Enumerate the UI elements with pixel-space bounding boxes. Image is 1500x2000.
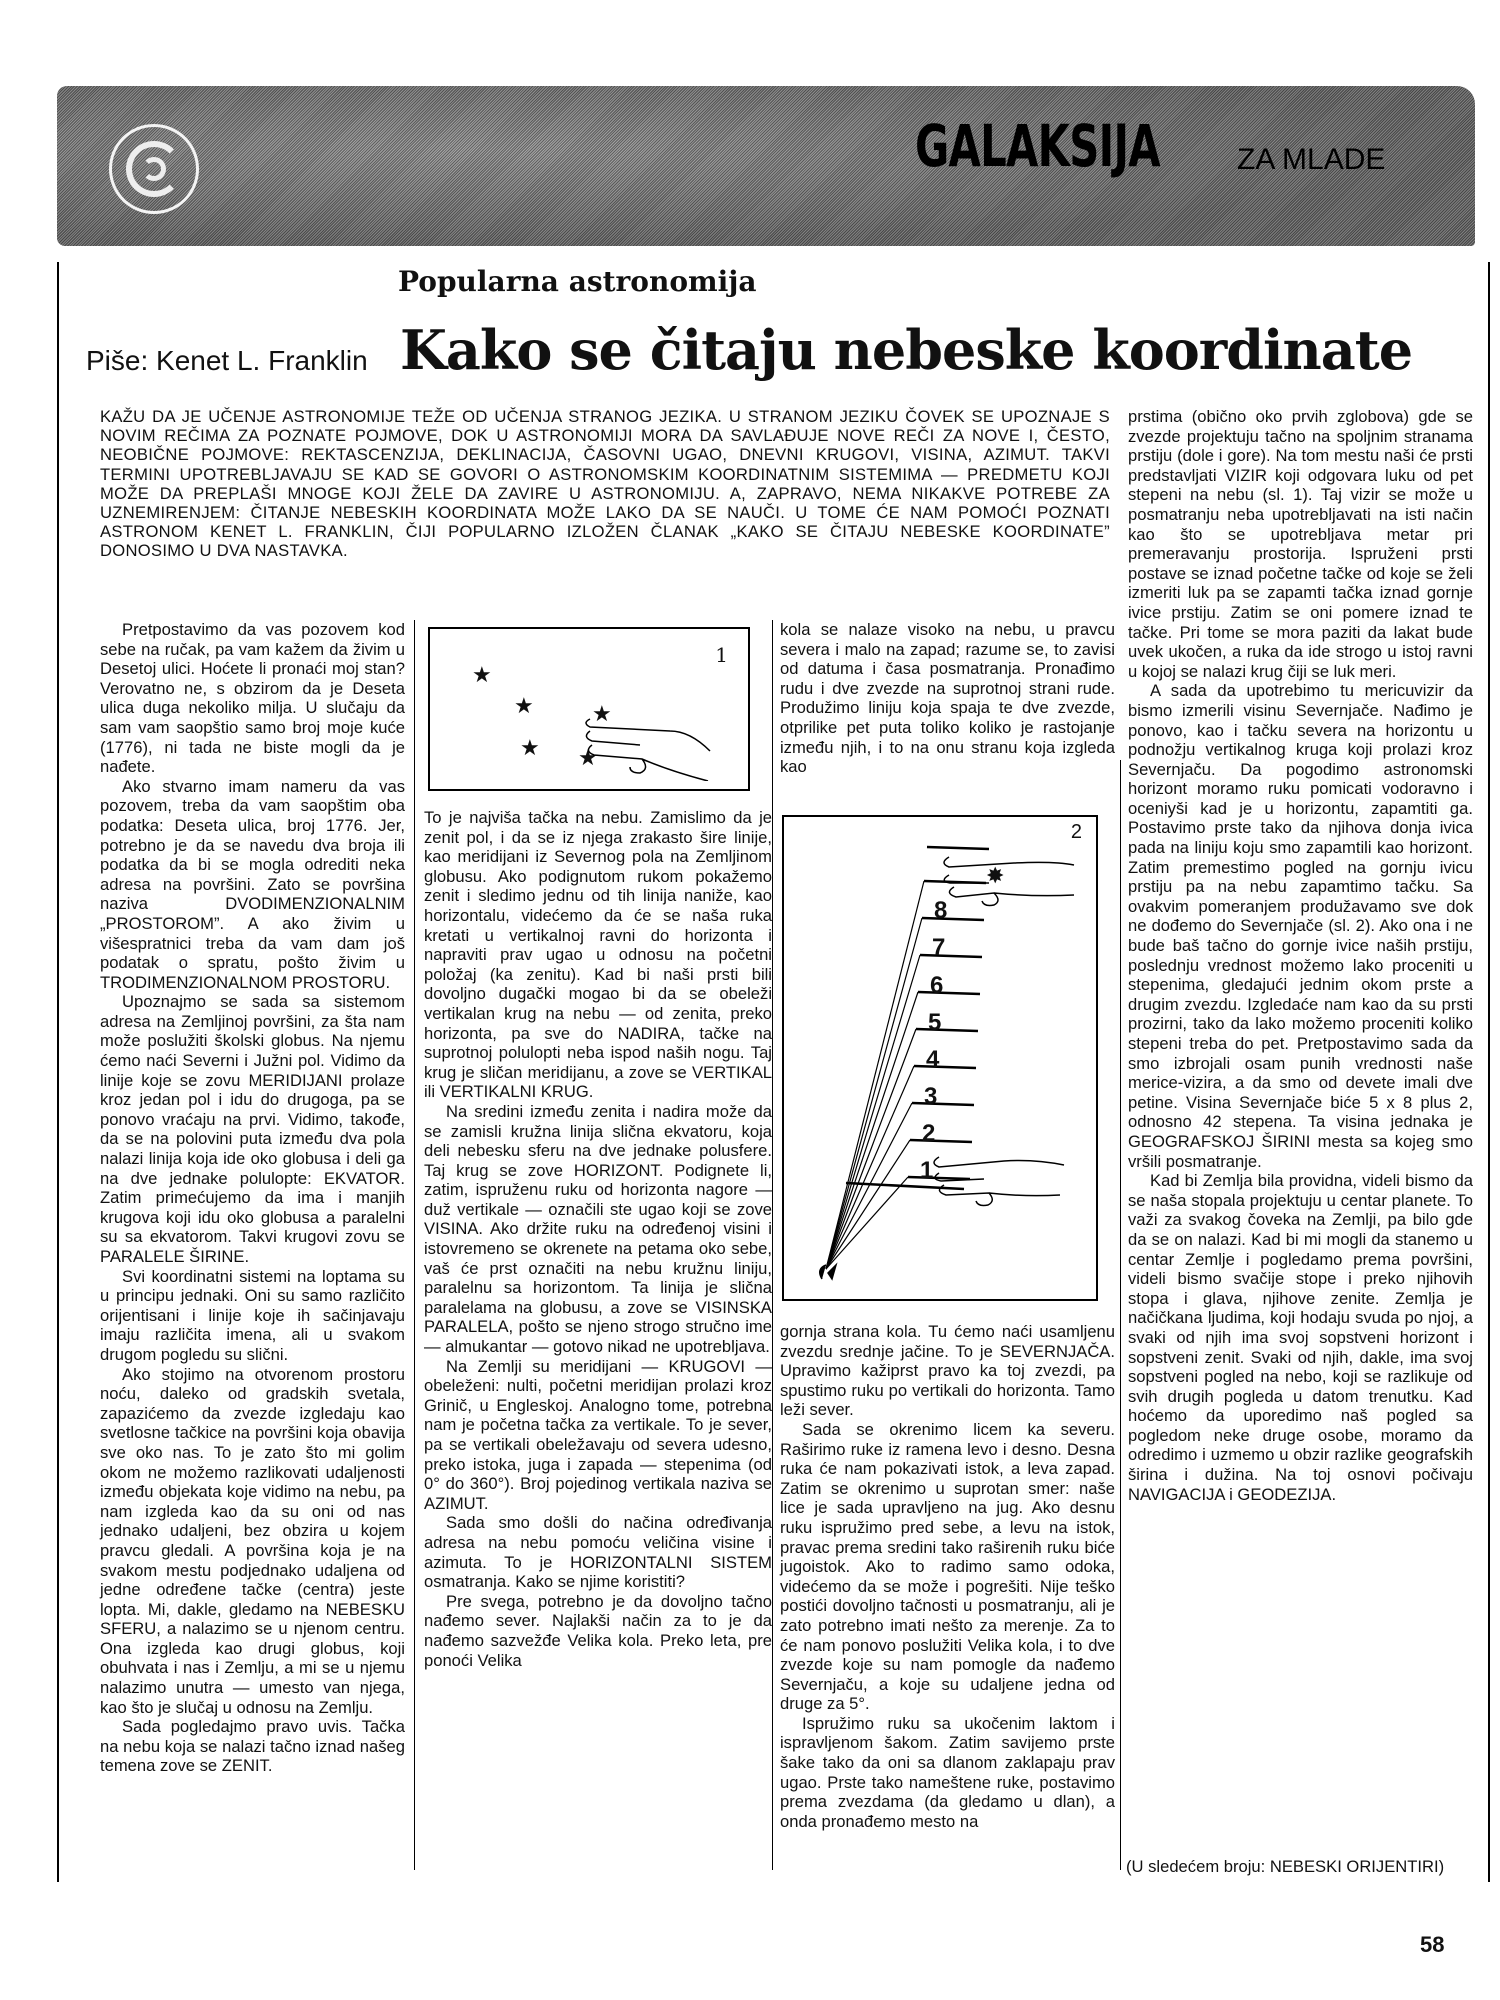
finger-width-mark [916,1029,978,1031]
hand-icon [580,711,720,781]
finger-width-mark [920,955,982,957]
article-byline: Piše: Kenet L. Franklin [86,345,368,376]
paragraph: Sada smo došli do načina određivanja adresa na nebu pomoću veličina visine i azimuta. To je HORIZONTALNI SISTEM osmatranja. Kako se njime koristiti? [424,1513,772,1592]
next-issue-note: (U sledećem broju: NEBESKI ORIJENTIRI) [1126,1857,1445,1876]
scale-label: 6 [930,972,944,999]
column-divider [772,620,773,1870]
page-border-left [57,262,59,1882]
figure-number: 1 [715,643,728,667]
paragraph: Pretpostavimo da vas pozovem kod sebe na ručak, pa vam kažem da živim u Desetoj ulici. Hoćete li pronaći moj stan? Verovatno ne, s obzirom da je Deseta ulica duga nekoliko milja. U slučaju da sam vam saopštio samo broj moje kuće (1776), ni tada ne biste mogli da je nađete. [100,620,405,777]
finger-width-mark [918,992,980,994]
sight-ray [826,1029,916,1269]
article-kicker: Popularna astronomija [398,265,757,298]
figure-number: 2 [1070,821,1082,843]
column-divider [414,620,415,1870]
paragraph: Ispružimo ruku sa ukočenim laktom i ispravljenom šakom. Zatim savijemo prste šake tako da oni sa dlanom zaklapaju prav ugao. Prste tako nameštene ruke, postavimo prema zvezdama (da gledamo u dlan), a onda pronađemo mesto na [780,1713,1115,1831]
paragraph: kola se nalaze visoko na nebu, u pravcu severa i malo na zapad; razume se, to zavisi od datuma i časa posmatranja. Pronađimo rudu i dve zvezde na suprotnoj strani rude. Produžimo liniju koja spaja te dve zvezde, otprilike pet puta toliko koliko je rastojanje između njih, i to na onu stranu koja izgleda kao [780,620,1115,777]
star-icon: ★ [472,662,492,687]
section-title: ZA MLADE [1237,143,1386,176]
sight-ray [826,881,924,1269]
sight-ray [826,992,918,1269]
paragraph: Sada pogledajmo pravo uvis. Tačka na nebu koja se nalazi tačno iznad našeg temena zove se ZENIT. [100,1717,405,1776]
sight-ray [826,1140,910,1269]
sight-ray [826,955,920,1269]
sight-ray [826,918,922,1269]
column-divider [1120,760,1121,1870]
scale-label: 1 [920,1157,934,1184]
paragraph: Svi koordinatni sistemi na loptama su u principu jednaki. Oni su samo različito orijentisani i linije koje ih sačinjavaju imaju različita imena, ali u svakom drugom pogledu su slični. [100,1266,405,1364]
scale-label: 8 [934,897,948,924]
column-1 [100,620,405,1776]
finger-width-mark [908,1177,970,1179]
finger-width-mark [910,1140,972,1142]
paragraph: gornja strana kola. Tu ćemo naći usamljenu zvezdu srednje jačine. To je SEVERNJAČA. Upravimo kažiprst pravo ka toj zvezdi, pa spustimo ruku po vertikali do horizonta. Tamo leži sever. [780,1322,1115,1420]
star-icon: ★ [514,693,534,718]
paragraph: Ako stojimo na otvorenom prostoru noću, daleko od gradskih svetala, zapazićemo da zvezde izgledaju kao svetlosne tačkice na površini koja obavija sve oko nas. To je zato što mi golim okom ne možemo razlikovati udaljenosti između objekata koje vidimo na nebu, pa nam izgleda kao da su oni od nas jednako udaljeni, bez obzira u kojem pravcu gledali. A površina koja je na svakom mestu podjednako udaljena od jedne određene tačke (centra) jeste lopta. Mi, dakle, gledamo na NEBESKU SFERU, a nalazimo se u njenom centru. Ona izgleda kao drugi globus, koji obuhvata i nas i Zemlju, a mi se u njemu nalazimo unutra — umesto van njega, kao što je slučaj u odnosu na Zemlju. [100,1364,405,1717]
scale-label: 2 [922,1120,936,1147]
column-3-top [780,620,1115,777]
star-icon: ★ [520,735,540,760]
paragraph: prstima (obično oko prvih zglobova) gde se zvezde projektuju tačno na spoljnim stranama prstiju (dole i gore). Na tom mestu naši će prsti predstavljati VIZIR koji odgovara luku od pet stepeni na nebu (sl. 1). Taj vizir se može u posmatranju neba upotrebljavati na isti način kao što se upotrebljava metar pri premeravanju prostorija. Ispruženi prsti postave se iznad početne tačke od koje se želi izmeriti luk pa se zapamti tačka iznad gornje ivice prstiju. Zatim se oni pomere iznad te tačke. Pri tome se mora paziti da lakat bude uvek ukočen, a ruka da ide strogo u istoj ravni u kojoj se nalazi krug čiji se luk meri. [1128,407,1473,681]
magazine-title: GALAKSIJA [915,112,1160,180]
article-headline: Kako se čitaju nebeske koordinate [400,318,1413,382]
column-2 [424,808,772,1670]
finger-width-mark [912,1103,974,1105]
paragraph: Pre svega, potrebno je da dovoljno tačno nađemo sever. Najlakši način za to je da nađemo sazvežđe Velika kola. Preko leta, pre ponoći Velika [424,1591,772,1670]
magazine-banner [57,86,1475,246]
star-icon: ★ [578,745,598,770]
scale-label: 5 [928,1009,942,1036]
page-number: 58 [1420,1932,1445,1957]
column-3-bottom [780,1322,1115,1831]
galaksija-logo-icon [109,124,199,214]
page-border-right [1488,262,1490,1882]
paragraph: Na sredini između zenita i nadira može da se zamisli kružna linija slična ekvatoru, koja deli nebesku sferu na dve jednake polusfere. Taj krug se zove HORIZONT. Podignete li, zatim, ispruženu ruku od horizonta nagore — duž vertikale — označili ste ugao koji se zove VISINA. Ako držite ruku na određenoj visini i istovremeno se okrenete na petama oko sebe, vaš će prst označiti na nebu kružnu liniju, paralelnu sa horizontom. Ta linija je slična paralelama na globusu, a zove se VISINSKA PARALELA, pošto se njeno strogo stručno ime — almukantar — gotovo nikad ne upotrebljava. [424,1101,772,1357]
paragraph: Upoznajmo se sada sa sistemom adresa na Zemljinoj površini, za šta nam može poslužiti školski globus. Na njemu ćemo naći Severni i Južni pol. Vidimo da linije koje se zovu MERIDIJANI prolaze kroz jedan pol i idu do drugoga, pa se ponovo vraćaju na prvi. Vidimo, takođe, da se na polovini puta između dva pola nalazi linija koja ide oko globusa i deli ga na dve jednake polulopte: EKVATOR. Zatim primećujemo da ima i manjih krugova koji idu oko globusa a paralelni su sa ekvatorom. Takvi krugovi zovu se PARALELE ŠIRINE. [100,992,405,1266]
finger-width-mark [914,1066,976,1068]
paragraph: Sada se okrenimo licem ka severu. Raširimo ruke iz ramena levo i desno. Desna ruka će nam pokazivati istok, a leva zapad. Zatim se okrenimo u suprotan smer: naše lice je sada upravljeno na jug. Ako desnu ruku ispružimo pred sebe, a levu na istok, pravac prema sredini tako raširenih ruku biće jugoistok. Ako to radimo samo odoka, videćemo da se može i pogrešiti. Nije teško postići dovoljno tačnosti u posmatranju, ali je zato potrebno imati nešto za merenje. Za to će nam ponovo poslužiti Velika kola, i to dve zvezde koje su nam pomogle da nađemo Severnjaču, a koje su udaljene jedna od druge za 5°. [780,1419,1115,1714]
column-4 [1128,407,1473,1504]
polaris-star-icon: ✸ [986,863,1005,888]
sighting-lines [784,817,1096,1299]
finger-width-mark [922,918,984,920]
figure-1 [428,627,750,791]
paragraph: A sada da upotrebimo tu mericuvizir da bismo izmerili visinu Severnjače. Nađimo je ponovo, kao i tačku severa na horizontu u podnožju vertikalnog kruga koji prolazi kroz Severnjaču. Da pogodimo astronomski horizont moramo ruku pomicati vodoravno i oceniyši kad je u horizontu, zapamtiti ga. Postavimo prste tako da njihova donja ivica pada na liniju koju smo zapamtili kao horizont. Zatim premestimo pogled na gornju ivicu prstiju pa na nebu zapamtimo tačku. Sa ovakvim pomeranjem produžavamo sve dok ne dođemo do Severnjače (sl. 2). Ako ona i ne bude baš tačno do gornje ivice naših prstiju, poslednju vrednost možemo lako proceniti u stepenima, gledajući jednim okom prste a drugim zvezdu. Izgledaće nam kao da su prsti prozirni, tako da lako možemo proceniti koliko stepeni treba do pet. Pretpostavimo sada da smo izbrojali osam punih vrednosti naše merice-vizira, a da smo od devete imali dve petine. Visina Severnjače biće 5 x 8 plus 2, odnosno 42 stepena. Ta visina jednaka je GEOGRAFSKOJ ŠIRINI mesta sa kojeg smo vršili posmatranje. [1128,681,1473,1171]
scale-label: 4 [926,1046,940,1073]
paragraph: To je najviša tačka na nebu. Zamislimo da je zenit pol, i da se iz njega zrakasto šire linije, kao meridijani iz Severnog pola na Zemljinom globusu. Ako podignutom rukom pokažemo zenit i sledimo jednu od tih linija naniže, kao horizontalu, videćemo da će se naša ruka kretati u vertikalnoj ravni do horizonta i napraviti prav ugao u odnosu na početni položaj (ka zenitu). Kad bi naši prsti bili dovoljno dugački mogao bi da se obeleži vertikalan krug na nebu — od zenita, preko horizonta, pa sve do NADIRA, tačke na suprotnoj polulopti neba ispod naših nogu. Taj krug je sličan meridijanu, a zove se VERTIKAL ili VERTIKALNI KRUG. [424,808,772,1102]
paragraph: Kad bi Zemlja bila providna, videli bismo da se naša stopala projektuju u centar planete. To važi za svakog čoveka na Zemlji, pa bilo gde da se on nalazi. Kad bi mi mogli da stanemo u centar Zemlje i pogledamo prema površini, videli bismo svačije stope i preko njihovih stopa i glava, njihove zenite. Zemlja je načičkana ljudima, koji hodaju svuda po njoj, a svaki od njih ima svoj sopstveni horizont i sopstveni zenit. Svaki od njih, dakle, ima svoj sopstveni pogled na nebo, koji se razlikuje od svih drugih pogleda u datom trenutku. Kad hoćemo da uporedimo naš pogled sa pogledom neke druge osobe, moramo da odredimo i uzmemo u obzir razlike geografskih širina i dužina. Na toj osnovi počivaju NAVIGACIJA i GEODEZIJA. [1128,1171,1473,1504]
scale-label: 3 [924,1083,938,1110]
star-icon: ★ [592,701,612,726]
article-intro: KAŽU DA JE UČENJE ASTRONOMIJE TEŽE OD UČENJA STRANOG JEZIKA. U STRANOM JEZIKU ČOVEK SE UPOZNAJE S NOVIM REČIMA ZA POZNATE POJMOVE, DOK U ASTRONOMIJI MORA DA SAVLAĐUJE NOVE REČI ZA NOVE I, ČESTO, NEOBIČNE POJMOVE: REKTASCENZIJA, DEKLINACIJA, ČASOVNI UGAO, DNEVNI KRUGOVI, VISINA, AZIMUT. TAKVI TERMINI UPOTREBLJAVAJU SE KAD SE GOVORI O ASTRONOMSKIM KOORDINATNIM SISTEMIMA — PREDMETU KOJI MOŽE DA PREPLAŠI MNOGE KOJI ŽELE DA ZAVIRE U ASTRONOMIJU. A, ZAPRAVO, NEMA NIKAKVE POTREBE ZA UZNEMIRENJEM: ČITANJE NEBESKIH KOORDINATA MOŽE LAKO DA SE NAUČI. U TOME ĆE NAM POMOĆI POZNATI ASTRONOM KENET L. FRANKLIN, ČIJI POPULARNO IZLOŽEN ČLANAK „KAKO SE ČITAJU NEBESKE KOORDINATE” DONOSIMO U DVA NASTAVKA. [100,407,1110,561]
paragraph: Na Zemlji su meridijani — KRUGOVI — obeleženi: nulti, početni meridijan prolazi kroz Grinič, u Engleskoj. Analogno tome, potrebna nam je početna tačka za vertikale. To je sever, pa se vertikali obeležavaju od severa udesno, preko istoka, juga i zapada — stepenima (od 0° do 360°). Broj pojedinog vertikala naziva se AZIMUT. [424,1356,772,1513]
scale-label: 7 [932,934,946,961]
paragraph: Ako stvarno imam nameru da vas pozovem, treba da vam saopštim oba podatka: Deseta ulica, broj 1776. Jer, potrebno je da se navedu dva broja ili podatka da bi se mogla odrediti neka adresa na površini. Zato se površina naziva DVODIMENZIONALNIM „PROSTOROM”. A ako živim u višespratnici treba da vam dam još podatak o spratu, pošto živim u TRODIMENZIONALNOM PROSTORU. [100,776,405,992]
figure-2 [782,815,1098,1301]
